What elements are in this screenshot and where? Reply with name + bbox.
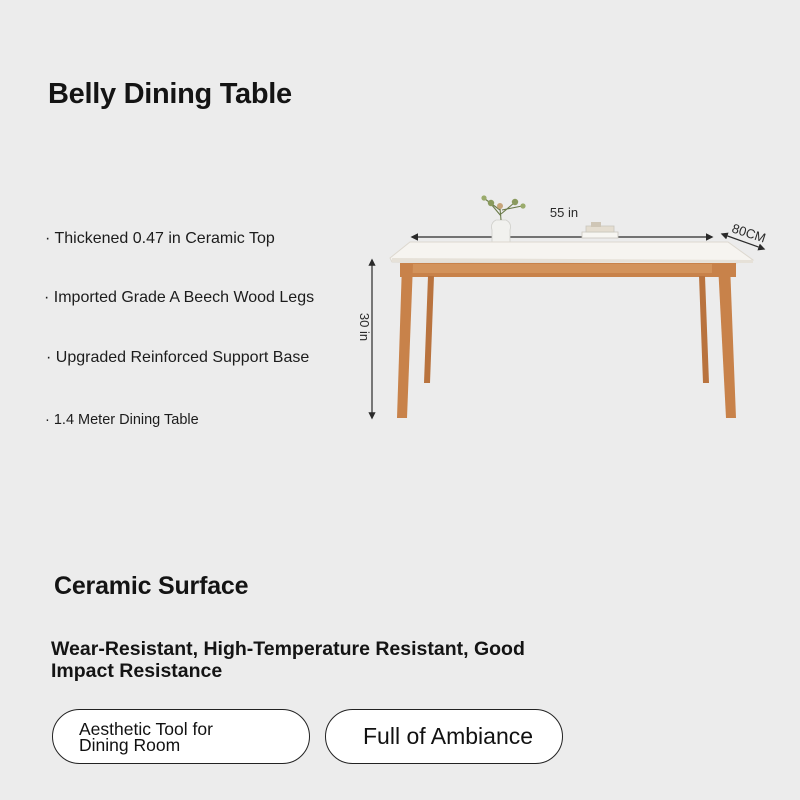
dining-table-image bbox=[350, 190, 790, 430]
feature-item: · Imported Grade A Beech Wood Legs bbox=[44, 289, 315, 306]
feature-item: · Upgraded Reinforced Support Base bbox=[46, 349, 310, 366]
depth-label: 80CM bbox=[730, 220, 768, 246]
length-label: 55 in bbox=[549, 205, 579, 220]
tag-label: Aesthetic Tool for Dining Room bbox=[79, 718, 213, 755]
tag-label: Full of Ambiance bbox=[363, 723, 534, 749]
vase-decoration bbox=[481, 195, 525, 242]
ceramic-tabletop bbox=[390, 242, 753, 264]
tag-ambiance[interactable] bbox=[325, 709, 563, 764]
feature-item: · Thickened 0.47 in Ceramic Top bbox=[45, 230, 275, 247]
tag-aesthetic-tool[interactable] bbox=[52, 709, 310, 764]
section-title: Ceramic Surface bbox=[54, 572, 249, 600]
wood-legs bbox=[397, 264, 736, 418]
feature-item: · 1.4 Meter Dining Table bbox=[45, 412, 199, 428]
section-description: Wear-Resistant, High-Temperature Resistant, Good Impact Resistance bbox=[51, 638, 525, 682]
height-label: 30 in bbox=[357, 312, 372, 342]
books-decoration bbox=[582, 222, 618, 238]
product-title: Belly Dining Table bbox=[48, 78, 292, 110]
